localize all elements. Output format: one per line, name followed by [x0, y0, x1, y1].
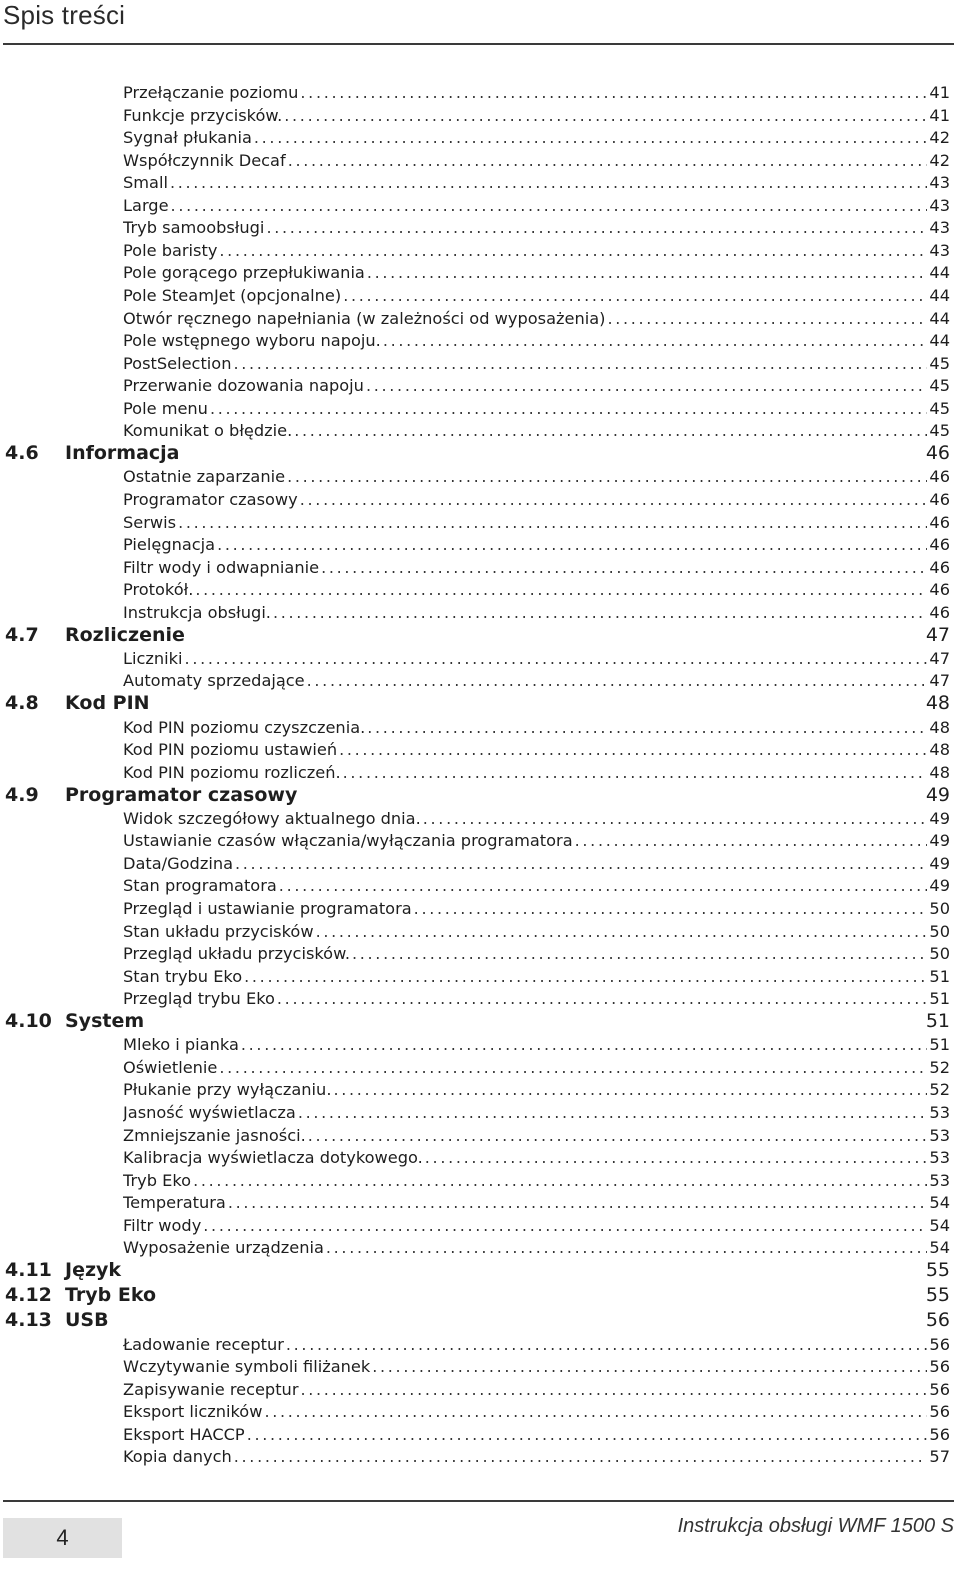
toc-entry[interactable] [123, 1147, 950, 1170]
dot-leader [195, 579, 927, 602]
toc-entry-label: Eksport liczników [123, 1402, 263, 1422]
toc-page-number: 43 [929, 195, 950, 215]
toc-entry-label: Przegląd układu przycisków. [123, 944, 350, 964]
toc-entry-label: Współczynnik Decaf [123, 150, 286, 170]
dot-leader [307, 670, 928, 693]
toc-entry-label: Stan programatora [123, 876, 277, 896]
toc-entry-label: Ładowanie receptur [123, 1334, 284, 1354]
dot-leader [287, 466, 927, 489]
toc-entry[interactable] [123, 1034, 950, 1057]
toc-page-number: 47 [929, 671, 950, 691]
dot-leader [228, 1192, 928, 1215]
toc-page-number: 53 [929, 1103, 950, 1122]
dot-leader [247, 1424, 928, 1447]
toc-entry[interactable] [123, 330, 950, 353]
toc-page-number: 44 [929, 263, 950, 283]
toc-section-title: System [65, 1010, 145, 1033]
toc-page-number: 53 [929, 1148, 950, 1168]
page-header-title: Spis treści [3, 0, 126, 30]
dot-leader [279, 875, 928, 898]
toc-entry-label: Temperatura [123, 1193, 226, 1213]
toc-entry[interactable] [123, 1237, 950, 1260]
dot-leader [423, 808, 928, 831]
toc-page-number: 53 [929, 1125, 950, 1145]
toc-entry-label: Wyposażenie urządzenia [123, 1238, 324, 1258]
dot-leader [425, 1147, 928, 1170]
toc-page-number: 45 [929, 376, 950, 396]
toc-section-heading[interactable] [5, 691, 950, 716]
toc-page-number: 48 [929, 740, 950, 760]
toc-section-title: Informacja [65, 442, 180, 465]
toc-page-number: 45 [929, 398, 950, 418]
dot-leader [185, 648, 928, 671]
toc-page-number: 55 [925, 1259, 950, 1282]
toc-entry[interactable] [123, 1192, 950, 1215]
dot-leader [294, 420, 927, 443]
dot-leader [372, 1356, 927, 1379]
toc-entry[interactable] [123, 739, 950, 762]
dot-leader [266, 217, 927, 240]
toc-entry[interactable] [123, 602, 950, 625]
toc-entry-label: Tryb samoobsługi [123, 218, 265, 238]
toc-page-number: 48 [929, 762, 950, 782]
toc-entry[interactable] [123, 1170, 950, 1193]
toc-page-number: 42 [929, 128, 950, 148]
toc-page-number: 53 [929, 1170, 950, 1190]
dot-leader [277, 988, 927, 1011]
dot-leader [575, 830, 928, 853]
toc-entry[interactable] [123, 1215, 950, 1238]
toc-entry-label: Otwór ręcznego napełniania (w zależności od wyposażenia) [123, 308, 606, 328]
toc-page-number: 51 [925, 1010, 950, 1033]
toc-page-number: 46 [929, 512, 950, 532]
dot-leader [234, 1446, 928, 1469]
toc-entry[interactable] [123, 466, 950, 489]
toc-page-number: 43 [929, 240, 950, 260]
toc-entry[interactable] [123, 375, 950, 398]
dot-leader [264, 1401, 927, 1424]
toc-page-number: 55 [925, 1284, 950, 1307]
dot-leader [171, 195, 928, 218]
toc-page-number: 48 [925, 692, 950, 715]
dot-leader [414, 898, 928, 921]
toc-entry[interactable] [123, 1102, 950, 1125]
toc-entry[interactable] [123, 717, 950, 740]
toc-entry-label: Automaty sprzedające [123, 671, 305, 691]
toc-entry-label: Large [123, 195, 169, 215]
toc-page-number: 52 [929, 1057, 950, 1077]
page-number: 4 [3, 1518, 122, 1558]
dot-leader [286, 1334, 928, 1357]
dot-leader [367, 717, 927, 740]
toc-entry-label: Mleko i pianka [123, 1035, 239, 1055]
toc-section-title: Kod PIN [65, 692, 150, 715]
dot-leader [193, 1170, 927, 1193]
toc-page-number: 54 [929, 1193, 950, 1213]
toc-section-number: 4.9 [5, 783, 39, 806]
dot-leader [367, 262, 928, 285]
toc-section-title: USB [65, 1309, 109, 1332]
toc-entry[interactable] [123, 898, 950, 921]
dot-leader [244, 966, 927, 989]
toc-page-number: 56 [929, 1379, 950, 1399]
toc-page-number: 41 [929, 105, 950, 125]
toc-section-title: Tryb Eko [65, 1284, 157, 1307]
toc-section-number: 4.7 [5, 623, 39, 646]
toc-page-number: 44 [929, 308, 950, 328]
toc-page-number: 50 [929, 921, 950, 941]
toc-entry[interactable] [123, 398, 950, 421]
toc-page-number: 47 [925, 623, 950, 646]
header-divider [3, 43, 954, 45]
dot-leader [210, 398, 927, 421]
toc-entry[interactable] [123, 82, 950, 105]
toc-entry-label: Jasność wyświetlacza [123, 1103, 296, 1122]
dot-leader [607, 308, 927, 331]
toc-entry[interactable] [123, 988, 950, 1011]
toc-entry[interactable] [123, 579, 950, 602]
dot-leader [233, 353, 927, 376]
toc-entry-label: Protokół. [123, 580, 194, 600]
toc-entry[interactable] [123, 1401, 950, 1424]
toc-entry[interactable] [123, 670, 950, 693]
dot-leader [366, 375, 927, 398]
footer-document-title: Instrukcja obsługi WMF 1500 S [677, 1515, 954, 1537]
toc-page-number: 46 [929, 580, 950, 600]
toc-entry-label: Pole SteamJet (opcjonalne) [123, 285, 342, 305]
toc-page-number: 45 [929, 421, 950, 441]
toc-page-number: 49 [929, 853, 950, 873]
toc-entry[interactable] [123, 308, 950, 331]
toc-entry-label: Funkcje przycisków. [123, 105, 283, 125]
toc-section-title: Język [65, 1259, 122, 1282]
toc-entry-label: Filtr wody [123, 1215, 202, 1235]
dot-leader [170, 172, 927, 195]
toc-page-number: 46 [929, 557, 950, 577]
toc-entry-label: Oświetlenie [123, 1057, 218, 1077]
toc-entry[interactable] [123, 150, 950, 173]
toc-page-number: 46 [929, 535, 950, 555]
dot-leader [333, 1079, 927, 1102]
toc-entry-label: Przełączanie poziomu [123, 83, 299, 102]
toc-page-number: 46 [929, 467, 950, 487]
toc-entry-label: Wczytywanie symboli filiżanek [123, 1357, 371, 1377]
toc-entry-label: Pole gorącego przepłukiwania [123, 263, 365, 283]
dot-leader [316, 921, 928, 944]
toc-entry[interactable] [123, 557, 950, 580]
toc-entry[interactable] [123, 1424, 950, 1447]
toc-section-number: 4.6 [5, 442, 39, 465]
dot-leader [254, 127, 928, 150]
footer-divider [3, 1500, 954, 1502]
toc-entry[interactable] [123, 1334, 950, 1357]
toc-entry[interactable] [123, 875, 950, 898]
toc-page-number: 49 [929, 876, 950, 896]
toc-section-number: 4.10 [5, 1010, 52, 1033]
toc-page-number: 50 [929, 944, 950, 964]
toc-entry-label: Tryb Eko [123, 1170, 192, 1190]
toc-entry-label: Komunikat o błędzie. [123, 421, 293, 441]
dot-leader [178, 512, 927, 535]
dot-leader [219, 240, 927, 263]
toc-page-number: 47 [929, 648, 950, 668]
toc-entry[interactable] [123, 1356, 950, 1379]
toc-entry-label: Ustawianie czasów włączania/wyłączania programatora [123, 831, 573, 851]
toc-entry-label: Ostatnie zaparzanie [123, 467, 286, 487]
toc-entry[interactable] [123, 127, 950, 150]
toc-page-number: 45 [929, 353, 950, 373]
dot-leader [298, 1102, 928, 1125]
toc-entry-label: Kod PIN poziomu rozliczeń. [123, 762, 341, 782]
toc-page-number: 52 [929, 1080, 950, 1100]
toc-page-number: 51 [929, 989, 950, 1009]
toc-entry-label: Kopia danych [123, 1447, 232, 1467]
toc-page-number: 49 [925, 783, 950, 806]
toc-entry-label: Widok szczegółowy aktualnego dnia. [123, 808, 421, 828]
dot-leader [284, 105, 927, 128]
toc-page-number: 46 [925, 442, 950, 465]
toc-section-title: Programator czasowy [65, 783, 298, 806]
toc-entry[interactable] [123, 262, 950, 285]
toc-entry-label: Zapisywanie receptur [123, 1379, 299, 1399]
toc-entry[interactable] [123, 943, 950, 966]
toc-entry[interactable] [123, 1446, 950, 1469]
toc-entry-label: Zmniejszanie jasności. [123, 1125, 306, 1145]
toc-entry[interactable] [123, 648, 950, 671]
dot-leader [326, 1237, 928, 1260]
toc-entry-label: Przerwanie dozowania napoju [123, 376, 364, 396]
toc-page-number: 43 [929, 218, 950, 238]
toc-page-number: 44 [929, 285, 950, 305]
toc-entry[interactable] [123, 1379, 950, 1402]
toc-page-number: 56 [929, 1424, 950, 1444]
dot-leader [308, 1125, 928, 1148]
dot-leader [217, 534, 927, 557]
toc-page-number: 49 [929, 831, 950, 851]
dot-leader [300, 489, 928, 512]
toc-page-number: 51 [929, 966, 950, 986]
toc-page-number: 41 [929, 83, 950, 102]
toc-page-number: 54 [929, 1215, 950, 1235]
toc-entry[interactable] [123, 489, 950, 512]
toc-entry[interactable] [123, 966, 950, 989]
dot-leader [288, 150, 928, 173]
toc-section-heading[interactable] [5, 1258, 950, 1283]
toc-page-number: 56 [925, 1309, 950, 1332]
toc-page-number: 56 [929, 1402, 950, 1422]
toc-page-number: 57 [929, 1447, 950, 1467]
toc-entry-label: Pole wstępnego wyboru napoju. [123, 331, 381, 351]
toc-entry[interactable] [123, 172, 950, 195]
dot-leader [352, 943, 927, 966]
toc-entry-label: Płukanie przy wyłączaniu. [123, 1080, 332, 1100]
toc-entry-label: Pole baristy [123, 240, 218, 260]
toc-entry-label: PostSelection [123, 353, 232, 373]
toc-entry[interactable] [123, 512, 950, 535]
dot-leader [273, 602, 927, 625]
toc-entry[interactable] [123, 534, 950, 557]
toc-entry-label: Kalibracja wyświetlacza dotykowego. [123, 1148, 423, 1168]
toc-page-number: 46 [929, 602, 950, 622]
toc-entry[interactable] [123, 217, 950, 240]
toc-entry[interactable] [123, 105, 950, 128]
toc-section-number: 4.8 [5, 692, 39, 715]
toc-entry-label: Sygnał płukania [123, 128, 252, 148]
dot-leader [339, 739, 927, 762]
toc-section-heading[interactable] [5, 441, 950, 466]
toc-entry-label: Instrukcja obsługi. [123, 602, 271, 622]
toc-section-heading[interactable] [5, 623, 950, 648]
toc-entry[interactable] [123, 420, 950, 443]
dot-leader [383, 330, 928, 353]
toc-entry-label: Kod PIN poziomu czyszczenia. [123, 717, 366, 737]
dot-leader [235, 853, 927, 876]
toc-page-number: 48 [929, 717, 950, 737]
toc-page-number: 49 [929, 808, 950, 828]
toc-page-number: 56 [929, 1334, 950, 1354]
toc-page-number: 46 [929, 489, 950, 509]
toc-entry-label: Eksport HACCP [123, 1424, 245, 1444]
toc-entry-label: Stan trybu Eko [123, 966, 243, 986]
toc-entry[interactable] [123, 1057, 950, 1080]
toc-page-number: 56 [929, 1357, 950, 1377]
toc-entry[interactable] [123, 1125, 950, 1148]
toc-entry-label: Przegląd trybu Eko [123, 989, 275, 1009]
toc-entry-label: Przegląd i ustawianie programatora [123, 899, 412, 918]
toc-entry[interactable] [123, 195, 950, 218]
toc-entry-label: Data/Godzina [123, 853, 234, 873]
toc-entry[interactable] [123, 921, 950, 944]
toc-page-number: 44 [929, 331, 950, 351]
toc-section-number: 4.12 [5, 1284, 52, 1307]
toc-page-number: 54 [929, 1238, 950, 1258]
toc-entry-label: Liczniki [123, 648, 183, 668]
toc-entry-label: Filtr wody i odwapnianie [123, 557, 320, 577]
toc-section-heading[interactable] [5, 1308, 950, 1333]
toc-entry[interactable] [123, 762, 950, 785]
toc-entry-label: Programator czasowy [123, 489, 298, 509]
toc-entry-label: Pole menu [123, 398, 208, 418]
toc-entry[interactable] [123, 1079, 950, 1102]
toc-page-number: 51 [929, 1035, 950, 1055]
dot-leader [203, 1215, 927, 1238]
toc-entry[interactable] [123, 808, 950, 831]
dot-leader [343, 762, 928, 785]
toc-entry[interactable] [123, 285, 950, 308]
toc-page-number: 50 [929, 899, 950, 918]
toc-section-heading[interactable] [5, 1283, 950, 1308]
toc-entry-label: Stan układu przycisków [123, 921, 314, 941]
toc-entry-label: Small [123, 173, 168, 193]
dot-leader [300, 1379, 927, 1402]
toc-entry[interactable] [123, 830, 950, 853]
toc-section-number: 4.13 [5, 1309, 52, 1332]
dot-leader [300, 82, 927, 105]
toc-section-title: Rozliczenie [65, 623, 185, 646]
toc-entry[interactable] [123, 853, 950, 876]
toc-section-heading[interactable] [5, 1009, 950, 1034]
dot-leader [321, 557, 927, 580]
dot-leader [219, 1057, 927, 1080]
toc-section-number: 4.11 [5, 1259, 52, 1282]
toc-entry-label: Serwis [123, 512, 177, 532]
toc-section-heading[interactable] [5, 783, 950, 808]
dot-leader [241, 1034, 928, 1057]
toc-entry-label: Pielęgnacja [123, 535, 216, 555]
dot-leader [343, 285, 927, 308]
toc-entry-label: Kod PIN poziomu ustawień [123, 740, 338, 760]
toc-entry[interactable] [123, 240, 950, 263]
toc-page-number: 43 [929, 173, 950, 193]
toc-page-number: 42 [929, 150, 950, 170]
toc-entry[interactable] [123, 353, 950, 376]
